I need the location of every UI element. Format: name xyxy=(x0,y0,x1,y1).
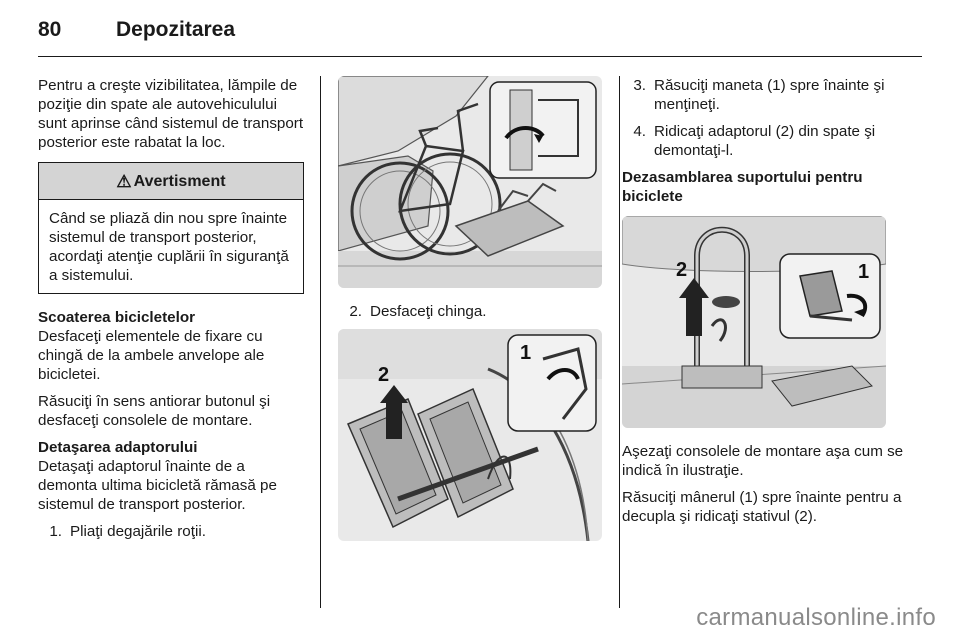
section-heading-disassembly: Dezasamblarea suportului pentru biciclete xyxy=(622,169,863,205)
detach-adapter-paragraph: Detaşaţi adaptorul înainte de a demonta ultima bicicletă rămasă pe sistemul de transport posterior. xyxy=(38,458,277,513)
figure-strap-release xyxy=(338,329,602,541)
column-1 xyxy=(38,76,304,549)
warning-title: Avertisment xyxy=(133,172,226,190)
warning-header xyxy=(39,163,303,200)
step-text: Răsuciţi maneta (1) spre înainte şi menţineţi. xyxy=(654,77,885,113)
warning-box xyxy=(38,162,304,294)
step-number: 3. xyxy=(633,77,646,94)
header-rule xyxy=(38,56,922,57)
disassembly-paragraph-1: Aşezaţi consolele de montare aşa cum se indică în ilustraţie. xyxy=(622,443,904,479)
section-heading-remove-bikes: Scoaterea bicicletelor xyxy=(38,309,196,326)
step-text: Ridicaţi adaptorul (2) din spate şi demontaţi-l. xyxy=(654,123,876,159)
list-item xyxy=(338,302,602,321)
figure-bike-on-carrier xyxy=(338,76,602,288)
list-item xyxy=(622,122,904,160)
step-text: Desfaceţi chinga. xyxy=(370,303,487,320)
figure-callout-1: 1 xyxy=(858,261,870,283)
watermark: carmanualsonline.info xyxy=(696,604,936,631)
figure-callout-2: 2 xyxy=(378,364,390,386)
steps-list-3 xyxy=(622,76,904,160)
intro-paragraph: Pentru a creşte vizibilitatea, lămpile de poziţie din spate ale autovehiculului sunt aprinse când sistemul de transport posterior este rabatat la loc. xyxy=(38,77,304,151)
warning-triangle-icon: ⚠ xyxy=(116,171,132,191)
column-2 xyxy=(338,76,602,541)
list-item xyxy=(622,76,904,114)
figure-callout-1: 1 xyxy=(520,342,532,364)
warning-text: Când se pliază din nou spre înainte sistemul de transport posterior, acordaţi atenţie cuplării în siguranţă a sistemului. xyxy=(49,210,289,284)
section-heading-detach-adapter: Detaşarea adaptorului xyxy=(38,439,198,456)
steps-list-1 xyxy=(38,522,304,541)
step-number: 1. xyxy=(49,523,62,540)
page-header xyxy=(38,14,922,54)
column-divider-2 xyxy=(619,76,620,608)
figure-callout-2: 2 xyxy=(676,259,688,281)
list-item xyxy=(38,522,304,541)
disassembly-paragraph-2: Răsuciţi mânerul (1) spre înainte pentru a decupla şi ridicaţi stativul (2). xyxy=(622,489,902,525)
step-number: 2. xyxy=(349,303,362,320)
remove-bikes-paragraph-1: Desfaceţi elementele de fixare cu chingă de la ambele anvelope ale bicicletei. xyxy=(38,328,265,383)
remove-bikes-paragraph-2: Răsuciţi în sens antiorar butonul şi desfaceţi consolele de montare. xyxy=(38,393,271,429)
column-divider-1 xyxy=(320,76,321,608)
page-title: Depozitarea xyxy=(116,18,236,41)
column-3 xyxy=(622,76,904,534)
figure-carrier-disassembly xyxy=(622,216,886,428)
page-number: 80 xyxy=(38,18,62,41)
step-text: Pliaţi degajările roţii. xyxy=(70,523,206,540)
steps-list-2 xyxy=(338,302,602,321)
step-number: 4. xyxy=(633,123,646,140)
